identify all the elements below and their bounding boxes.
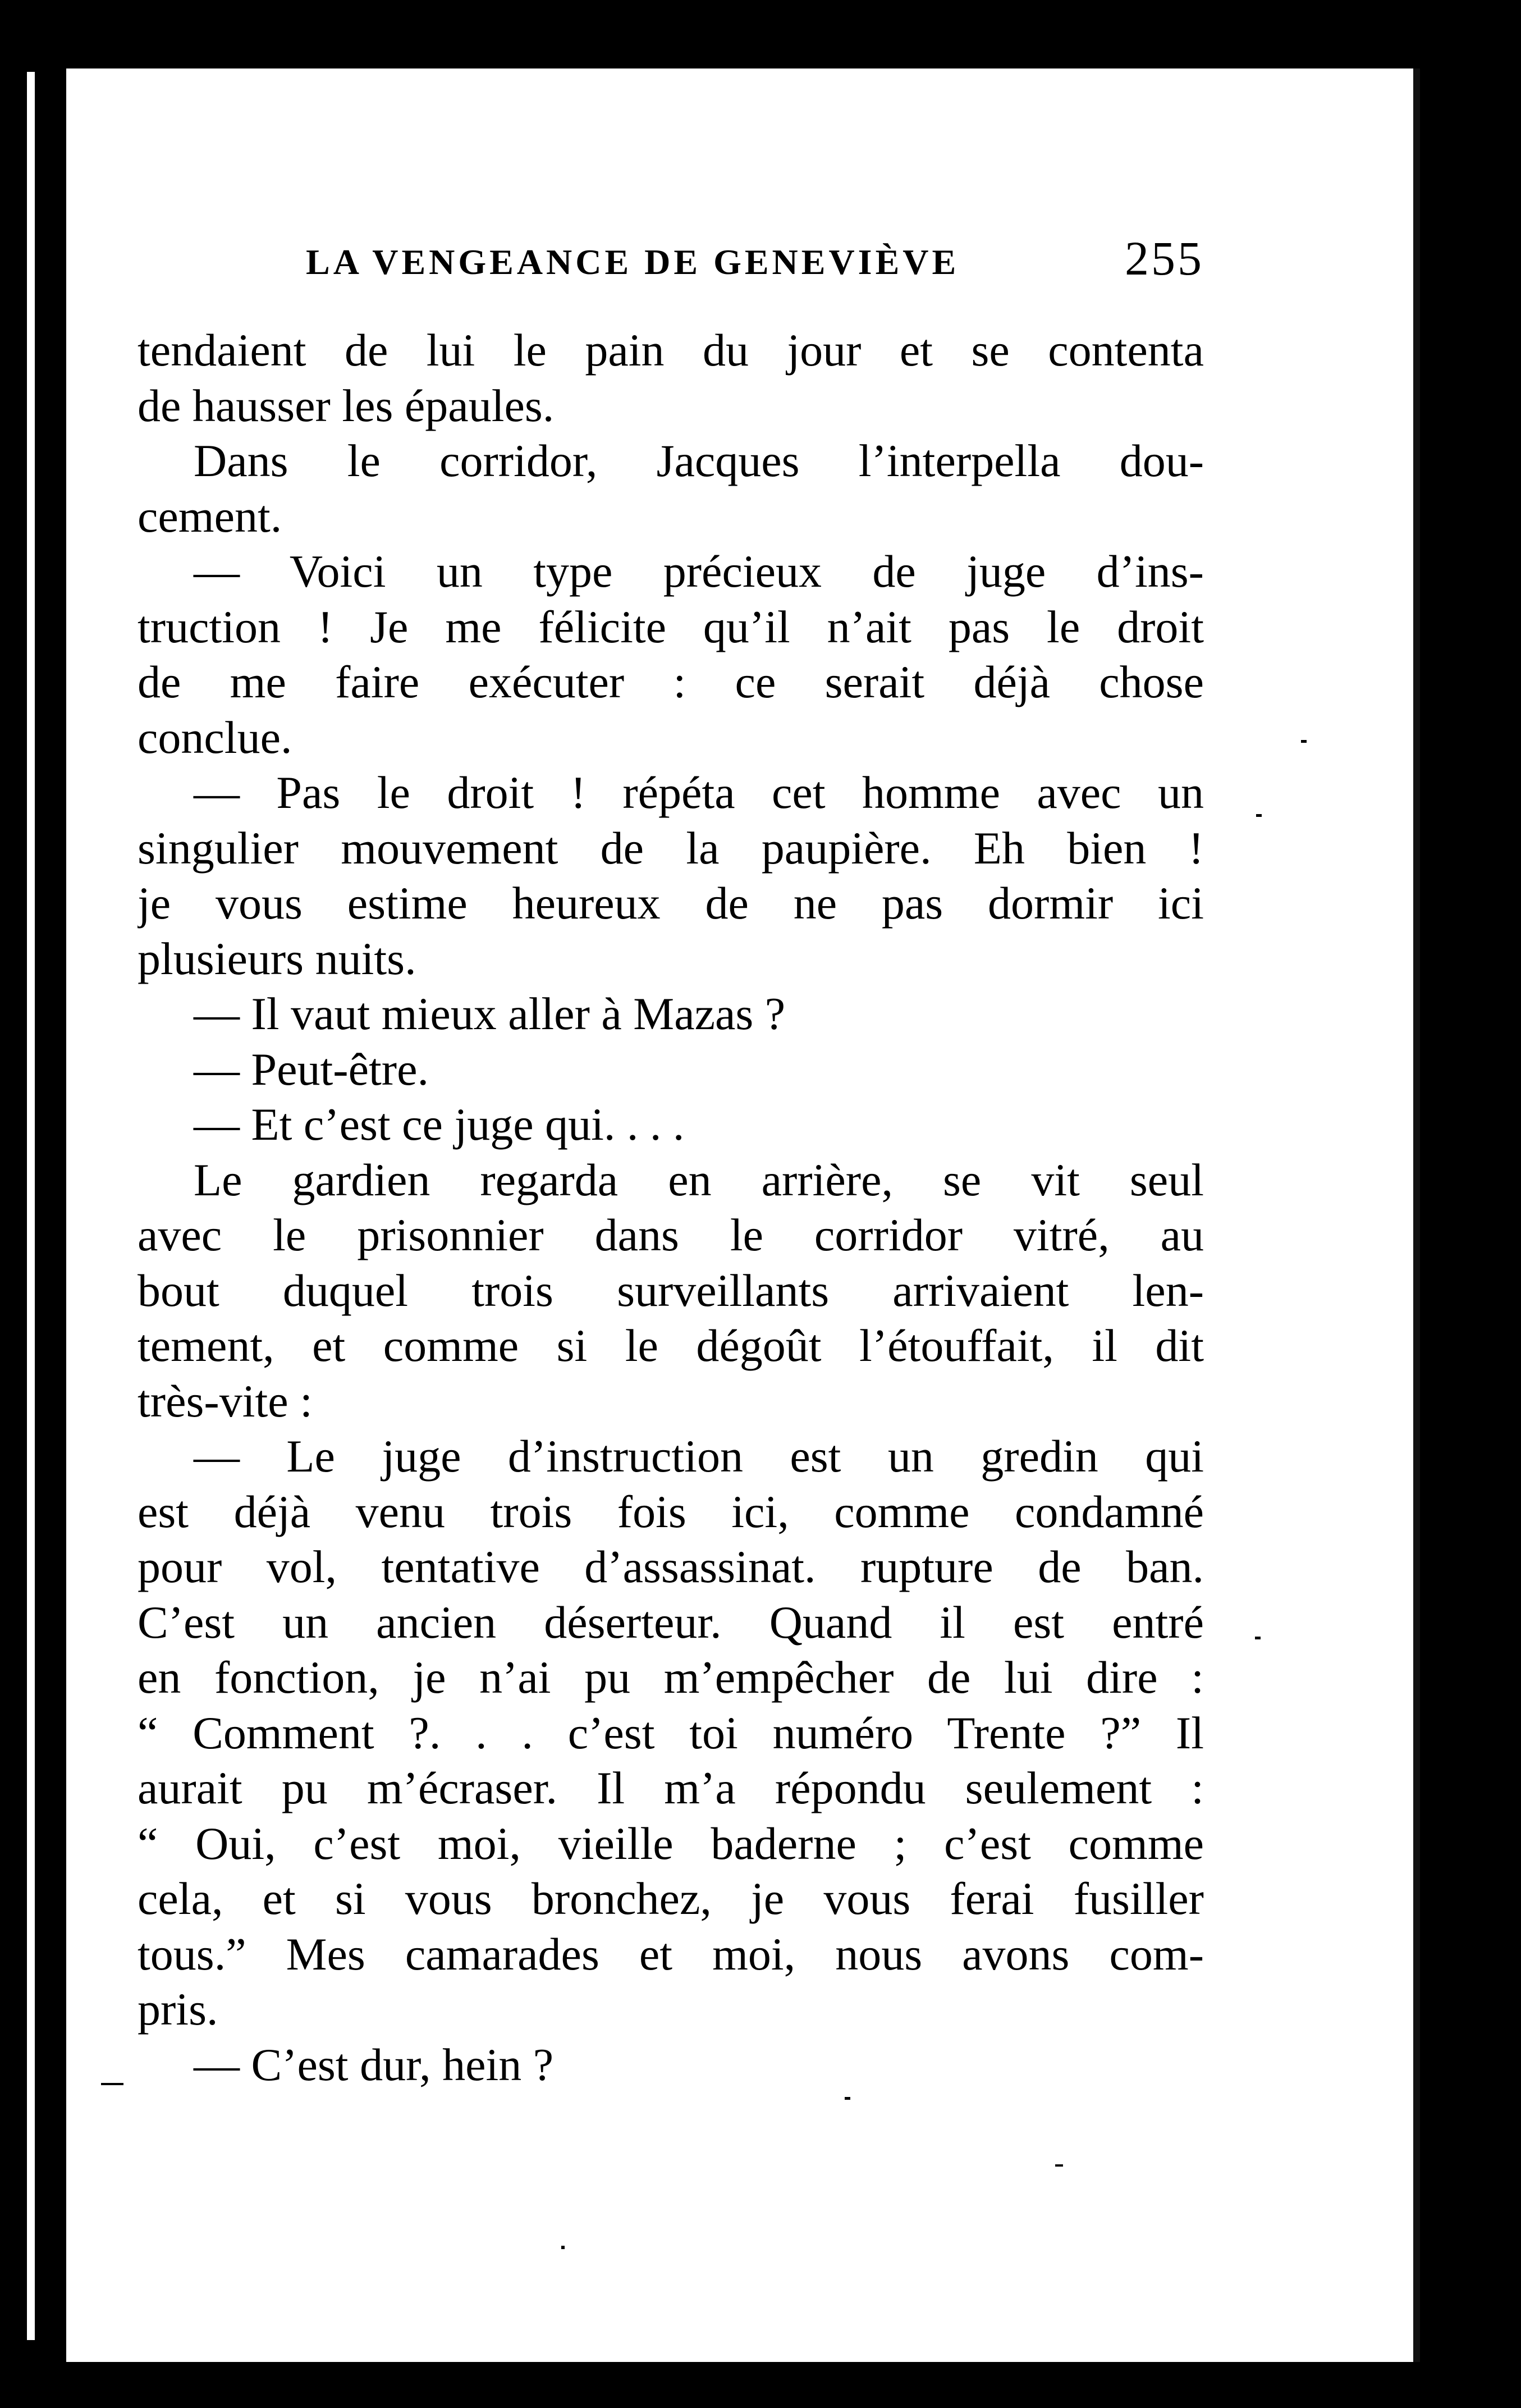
text-line: — Et c’est ce juge qui. . . . (194, 1099, 685, 1150)
text-line: — Le juge d’instruction est un gredin qui (194, 1431, 1204, 1482)
text-line: bout duquel trois surveillants arrivaient len- (138, 1264, 1204, 1316)
text-line: de hausser les épaules. (138, 380, 555, 431)
text-line: singulier mouvement de la paupière. Eh bien ! (138, 822, 1204, 874)
text-line: Le gardien regarda en arrière, se vit seul (194, 1154, 1204, 1205)
text-line: Dans le corridor, Jacques l’interpella dou- (194, 435, 1204, 486)
text-line: aurait pu m’écraser. Il m’a répondu seulement : (138, 1762, 1204, 1813)
text-line: C’est un ancien déserteur. Quand il est entré (138, 1596, 1204, 1648)
text-line: je vous estime heureux de ne pas dormir ici (138, 878, 1204, 929)
scan-speck (845, 2097, 850, 2100)
scan-speck (1256, 814, 1262, 817)
text-line: cement. (138, 490, 282, 542)
text-line: — Voici un type précieux de juge d’ins- (194, 546, 1204, 597)
text-line: cela, et si vous bronchez, je vous ferai fusiller (138, 1873, 1204, 1924)
scan-speck (101, 2083, 123, 2085)
text-line: “ Comment ?. . . c’est toi numéro Trente ?” Il (138, 1707, 1204, 1758)
text-line: conclue. (138, 711, 292, 763)
text-line: — Pas le droit ! répéta cet homme avec un (194, 767, 1204, 818)
text-line: — Il vaut mieux aller à Mazas ? (194, 988, 786, 1039)
text-line: plusieurs nuits. (138, 933, 416, 984)
page-header (306, 230, 1204, 298)
text-line: — C’est dur, hein ? (194, 2039, 554, 2090)
scan-speck (1255, 1637, 1261, 1639)
text-line: en fonction, je n’ai pu m’empêcher de lui dire : (138, 1652, 1204, 1703)
text-line: tement, et comme si le dégoût l’étouffait, il dit (138, 1320, 1204, 1371)
text-line: tendaient de lui le pain du jour et se contenta (138, 325, 1204, 376)
running-title: LA VENGEANCE DE GENEVIÈVE (306, 242, 960, 282)
scan-speck (1301, 740, 1307, 743)
text-line: “ Oui, c’est moi, vieille baderne ; c’est comme (138, 1817, 1204, 1869)
page-number: 255 (1125, 231, 1204, 285)
left-scan-edge (27, 72, 35, 2340)
text-line: de me faire exécuter : ce serait déjà chose (138, 656, 1204, 707)
scan-speck (561, 2246, 565, 2249)
text-line: pris. (138, 1984, 218, 2035)
scan-speck (1055, 2164, 1063, 2167)
text-line: est déjà venu trois fois ici, comme condamné (138, 1486, 1204, 1537)
body-text (138, 323, 1204, 2092)
text-line: truction ! Je me félicite qu’il n’ait pas le droit (138, 601, 1204, 652)
text-line: pour vol, tentative d’assassinat. rupture de ban. (138, 1541, 1204, 1592)
text-line: avec le prisonnier dans le corridor vitré, au (138, 1209, 1204, 1260)
text-line: très-vite : (138, 1375, 313, 1427)
text-line: tous.” Mes camarades et moi, nous avons com- (138, 1928, 1204, 1980)
text-line: — Peut-être. (194, 1043, 429, 1095)
